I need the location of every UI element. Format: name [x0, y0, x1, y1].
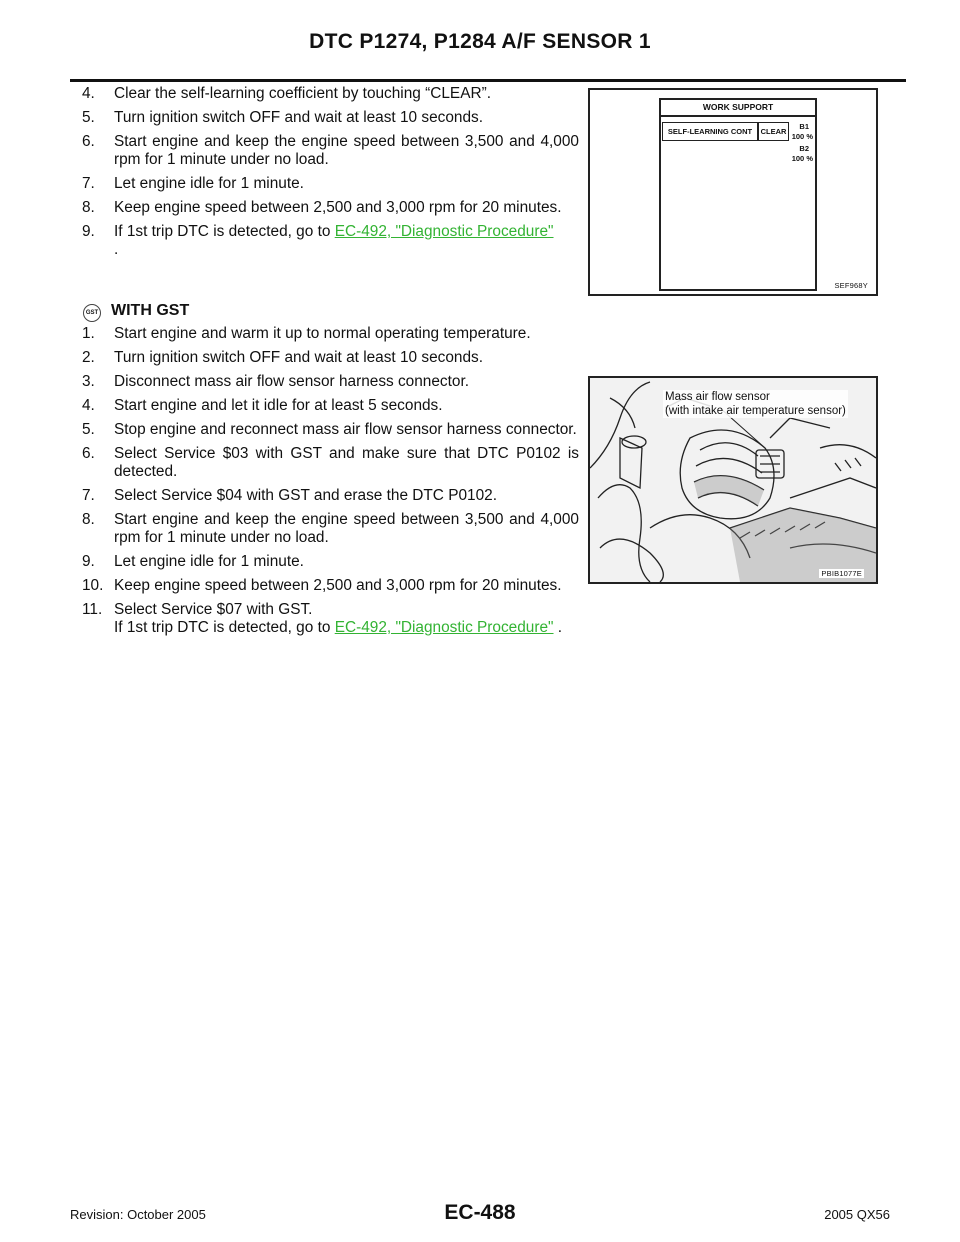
- callout-line-2: (with intake air temperature sensor): [665, 405, 846, 417]
- work-support-header: WORK SUPPORT: [661, 100, 815, 117]
- list-item: [82, 445, 579, 481]
- work-support-figure: [588, 88, 878, 296]
- step-number: 8.: [82, 199, 95, 216]
- list-item: [82, 199, 579, 217]
- step-tail: .: [553, 619, 563, 636]
- diagnostic-procedure-link[interactable]: EC-492, "Diagnostic Procedure": [334, 223, 554, 240]
- callout-line-1: Mass air flow sensor: [665, 391, 770, 403]
- b2-value: 100 %: [791, 154, 813, 163]
- step-text: Clear the self-learning coefficient by touching “CLEAR”.: [114, 85, 491, 102]
- step-number: 11.: [82, 601, 103, 618]
- list-item: [82, 601, 634, 637]
- step-text: Select Service $07 with GST.: [114, 601, 313, 618]
- step-number: 9.: [82, 553, 95, 570]
- diagnostic-procedure-link[interactable]: EC-492, "Diagnostic Procedure": [334, 619, 554, 636]
- step-number: 4.: [82, 397, 95, 414]
- step-number: 7.: [82, 487, 95, 504]
- list-item: [82, 511, 579, 547]
- list-item: [82, 397, 579, 415]
- step-text: Disconnect mass air flow sensor harness connector.: [114, 373, 469, 390]
- mass-air-flow-sensor-photo: [588, 376, 878, 584]
- procedure-steps-gst: [82, 325, 579, 637]
- step-number: 6.: [82, 133, 95, 150]
- list-item: [82, 325, 579, 343]
- step-text: Let engine idle for 1 minute.: [114, 175, 304, 192]
- step-text: Turn ignition switch OFF and wait at least 10 seconds.: [114, 109, 483, 126]
- step-text: Stop engine and reconnect mass air flow sensor harness connector.: [114, 421, 577, 438]
- b1-value: 100 %: [791, 132, 813, 141]
- self-learning-cont-item: SELF-LEARNING CONT: [662, 122, 758, 141]
- list-item: [82, 223, 579, 259]
- step-number: 3.: [82, 373, 95, 390]
- list-item: [82, 85, 579, 103]
- list-item: [82, 487, 579, 505]
- b2-label: B2: [799, 144, 809, 153]
- step-tail: .: [114, 241, 119, 258]
- figure-code: SEF968Y: [834, 281, 868, 290]
- step-text: Select Service $04 with GST and erase the DTC P0102.: [114, 487, 497, 504]
- step-text: If 1st trip DTC is detected, go to: [114, 223, 335, 240]
- step-number: 1.: [82, 325, 95, 342]
- step-text: Start engine and keep the engine speed between 3,500 and 4,000 rpm for 1 minute under no load.: [114, 133, 579, 168]
- revision-date: Revision: October 2005: [70, 1207, 206, 1222]
- list-item: [82, 349, 579, 367]
- figure-code: PBIB1077E: [821, 569, 862, 578]
- step-text: Start engine and warm it up to normal operating temperature.: [114, 325, 531, 342]
- list-item: [82, 175, 579, 193]
- gst-icon: GST: [83, 304, 101, 322]
- step-text: Let engine idle for 1 minute.: [114, 553, 304, 570]
- work-support-screen: [659, 98, 817, 291]
- step-number: 2.: [82, 349, 95, 366]
- step-text: Start engine and let it idle for at least 5 seconds.: [114, 397, 443, 414]
- gst-heading-text: WITH GST: [111, 302, 190, 319]
- list-item: [82, 109, 579, 127]
- gst-heading: [83, 302, 189, 322]
- clear-button[interactable]: CLEAR: [758, 122, 789, 141]
- title-rule: [70, 79, 906, 82]
- step-number: 9.: [82, 223, 95, 240]
- page-number: EC-488: [444, 1201, 516, 1224]
- photo-callout-label: [663, 390, 848, 418]
- step-number: 6.: [82, 445, 95, 462]
- model-year: 2005 QX56: [824, 1207, 890, 1222]
- step-number: 5.: [82, 109, 95, 126]
- list-item: [82, 553, 579, 571]
- step-number: 4.: [82, 85, 95, 102]
- b1-label: B1: [799, 122, 809, 131]
- step-text: Turn ignition switch OFF and wait at least 10 seconds.: [114, 349, 483, 366]
- step-text: Keep engine speed between 2,500 and 3,000 rpm for 20 minutes.: [114, 577, 562, 594]
- step-number: 5.: [82, 421, 95, 438]
- page-title: DTC P1274, P1284 A/F SENSOR 1: [309, 30, 651, 53]
- list-item: [82, 133, 579, 169]
- list-item: [82, 421, 579, 439]
- step-number: 8.: [82, 511, 95, 528]
- step-text: Keep engine speed between 2,500 and 3,000 rpm for 20 minutes.: [114, 199, 562, 216]
- step-text: Start engine and keep the engine speed between 3,500 and 4,000 rpm for 1 minute under no load.: [114, 511, 579, 546]
- list-item: [82, 373, 579, 391]
- list-item: [82, 577, 579, 595]
- step-number: 10.: [82, 577, 104, 594]
- step-text: Select Service $03 with GST and make sure that DTC P0102 is detected.: [114, 445, 579, 480]
- step-number: 7.: [82, 175, 95, 192]
- procedure-steps-consult: [82, 85, 579, 259]
- step-text-2: If 1st trip DTC is detected, go to: [114, 619, 335, 636]
